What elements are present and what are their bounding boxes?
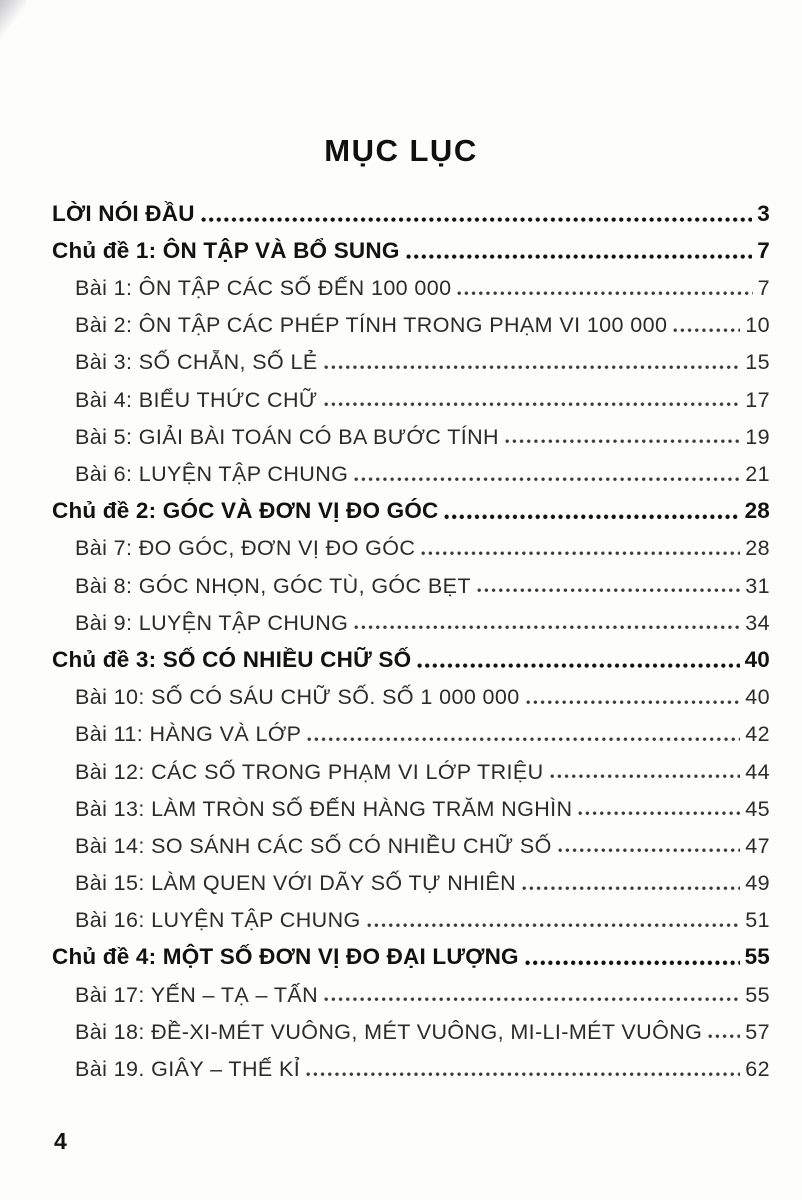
toc-entry-page: 3	[757, 200, 770, 226]
toc-entry-page: 62	[745, 1057, 770, 1081]
toc-entry-label: Bài 5: GIẢI BÀI TOÁN CÓ BA BƯỚC TÍNH	[75, 424, 499, 449]
toc-entry-row	[52, 790, 770, 827]
dot-leader	[673, 328, 740, 333]
toc-entry-row	[52, 753, 770, 790]
dot-leader	[354, 477, 740, 482]
scan-corner-artifact	[0, 0, 26, 54]
dot-leader	[708, 1034, 740, 1039]
toc-entry-label: Bài 7: ĐO GÓC, ĐƠN VỊ ĐO GÓC	[75, 536, 416, 561]
dot-leader	[324, 997, 740, 1002]
toc-entry-label: Bài 15: LÀM QUEN VỚI DÃY SỐ TỰ NHIÊN	[75, 871, 517, 896]
toc-entry-label: Bài 17: YẾN – TẠ – TẤN	[75, 982, 319, 1007]
toc-entry-row	[52, 455, 770, 492]
dot-leader	[550, 774, 741, 779]
toc-entry-row	[52, 604, 770, 641]
toc-entry-page: 28	[744, 498, 770, 524]
toc-entry-row	[52, 1013, 770, 1050]
toc-entry-label: Bài 16: LUYỆN TẬP CHUNG	[75, 908, 361, 933]
dot-leader	[324, 365, 741, 370]
dot-leader	[307, 737, 740, 742]
page-number: 4	[54, 1128, 67, 1154]
dot-leader	[505, 439, 740, 444]
toc-entry-page: 7	[757, 237, 770, 263]
toc-entry-row	[52, 716, 770, 753]
toc-entry-page: 57	[745, 1019, 770, 1044]
toc-entry-page: 15	[745, 350, 770, 375]
toc-entry-page: 47	[745, 833, 770, 858]
toc-entry-label: Bài 3: SỐ CHẴN, SỐ LẺ	[75, 350, 318, 375]
toc-entry-page: 31	[745, 573, 770, 598]
toc-list	[52, 195, 770, 1088]
toc-entry-label: Bài 9: LUYỆN TẬP CHUNG	[75, 610, 349, 635]
toc-entry-page: 40	[744, 646, 770, 672]
toc-entry-page: 19	[745, 424, 770, 449]
toc-entry-page: 49	[745, 871, 770, 896]
toc-entry-label: Chủ đề 4: MỘT SỐ ĐƠN VỊ ĐO ĐẠI LƯỢNG	[52, 944, 519, 970]
dot-leader	[477, 588, 740, 593]
toc-entry-page: 40	[745, 685, 770, 710]
toc-entry-label: Bài 12: CÁC SỐ TRONG PHẠM VI LỚP TRIỆU	[75, 759, 544, 784]
dot-leader	[354, 625, 740, 630]
dot-leader	[444, 514, 739, 520]
toc-entry-page: 17	[745, 387, 770, 412]
page-title: MỤC LỤC	[324, 132, 478, 168]
toc-entry-page: 45	[745, 796, 770, 821]
toc-entry-label: Bài 4: BIỂU THỨC CHỮ	[75, 387, 318, 412]
dot-leader	[457, 291, 752, 296]
toc-entry-label: Bài 8: GÓC NHỌN, GÓC TÙ, GÓC BẸT	[75, 573, 471, 598]
dot-leader	[417, 663, 739, 669]
dot-leader	[578, 811, 740, 816]
toc-entry-page: 7	[757, 276, 770, 301]
dot-leader	[406, 254, 753, 260]
toc-entry-row	[52, 232, 770, 269]
toc-entry-page: 10	[745, 313, 770, 338]
dot-leader	[526, 700, 741, 705]
dot-leader	[525, 960, 740, 966]
toc-entry-row	[52, 864, 770, 901]
toc-entry-label: Bài 2: ÔN TẬP CÁC PHÉP TÍNH TRONG PHẠM VI 100 000	[75, 313, 668, 338]
toc-entry-row	[52, 195, 770, 232]
toc-entry-label: Chủ đề 1: ÔN TẬP VÀ BỔ SUNG	[52, 237, 400, 263]
toc-entry-row	[52, 641, 770, 678]
dot-leader	[306, 1072, 740, 1077]
toc-entry-label: Bài 10: SỐ CÓ SÁU CHỮ SỐ. SỐ 1 000 000	[75, 685, 520, 710]
toc-entry-page: 55	[745, 982, 770, 1007]
dot-leader	[522, 886, 740, 891]
toc-entry-row	[52, 418, 770, 455]
toc-entry-label: Chủ đề 3: SỐ CÓ NHIỀU CHỮ SỐ	[52, 646, 412, 672]
toc-entry-row	[52, 678, 770, 715]
toc-entry-page: 44	[745, 759, 770, 784]
toc-entry-label: Chủ đề 2: GÓC VÀ ĐƠN VỊ ĐO GÓC	[52, 498, 439, 524]
toc-entry-label: Bài 6: LUYỆN TẬP CHUNG	[75, 462, 349, 486]
toc-entry-label: Bài 11: HÀNG VÀ LỚP	[75, 722, 302, 747]
dot-leader	[421, 551, 740, 556]
toc-entry-row	[52, 939, 770, 976]
toc-entry-row	[52, 902, 770, 939]
toc-entry-row	[52, 493, 770, 530]
toc-entry-row	[52, 567, 770, 604]
toc-entry-row	[52, 344, 770, 381]
toc-entry-page: 42	[745, 722, 770, 747]
toc-entry-row	[52, 381, 770, 418]
toc-entry-label: Bài 1: ÔN TẬP CÁC SỐ ĐẾN 100 000	[75, 276, 452, 301]
toc-entry-row	[52, 269, 770, 306]
dot-leader	[558, 848, 740, 853]
dot-leader	[324, 402, 741, 407]
toc-entry-label: Bài 19. GIÂY – THẾ KỈ	[75, 1057, 301, 1081]
toc-entry-row	[52, 1050, 770, 1087]
toc-entry-label: Bài 18: ĐỀ-XI-MÉT VUÔNG, MÉT VUÔNG, MI-LI-MÉT VUÔNG	[75, 1019, 703, 1044]
dot-leader	[367, 923, 741, 928]
dot-leader	[201, 217, 753, 223]
toc-entry-label: Bài 14: SO SÁNH CÁC SỐ CÓ NHIỀU CHỮ SỐ	[75, 833, 552, 858]
toc-entry-row	[52, 827, 770, 864]
toc-entry-page: 21	[745, 462, 770, 486]
toc-entry-label: LỜI NÓI ĐẦU	[52, 200, 195, 226]
toc-entry-page: 55	[744, 944, 770, 970]
toc-entry-page: 34	[745, 610, 770, 635]
toc-entry-row	[52, 530, 770, 567]
toc-entry-row	[52, 976, 770, 1013]
toc-entry-page: 51	[745, 908, 770, 933]
toc-entry-page: 28	[745, 536, 770, 561]
toc-entry-row	[52, 307, 770, 344]
toc-entry-label: Bài 13: LÀM TRÒN SỐ ĐẾN HÀNG TRĂM NGHÌN	[75, 796, 573, 821]
